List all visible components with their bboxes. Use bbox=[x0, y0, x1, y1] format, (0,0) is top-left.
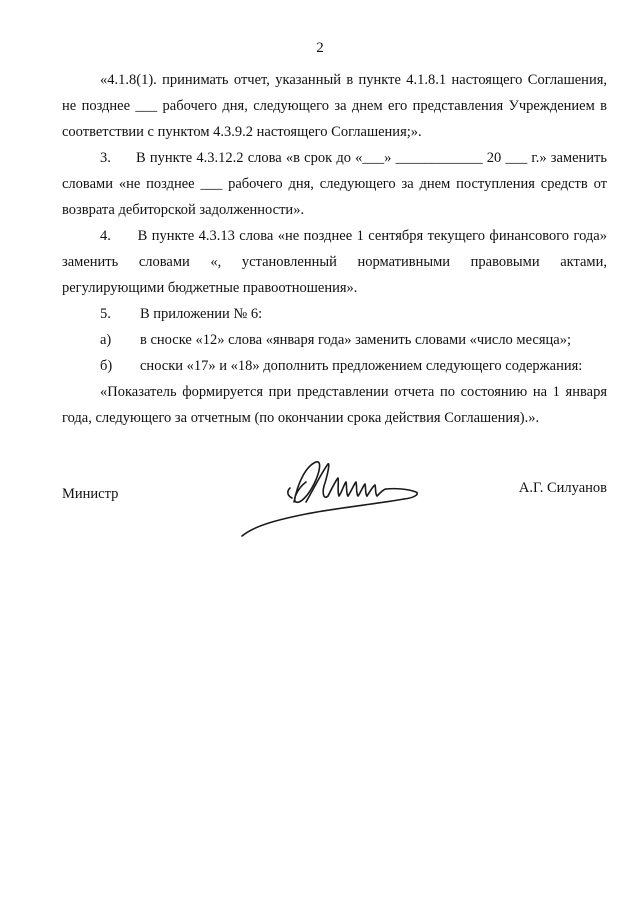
item-text: В приложении № 6: bbox=[140, 306, 263, 322]
subitem-text: сноски «17» и «18» дополнить предложением следующего содержания: bbox=[140, 358, 583, 374]
paragraph-item-5 bbox=[62, 301, 607, 327]
item-number: 5. bbox=[100, 306, 111, 322]
paragraph-item-4: 4. В пункте 4.3.13 слова «не позднее 1 сентября текущего финансового года» заменить словами «, установленный нормативными правовыми актами, регулирующими бюджетные правоотношения». bbox=[62, 228, 607, 296]
document-body bbox=[62, 67, 607, 431]
paragraph-item-3: 3. В пункте 4.3.12.2 слова «в срок до «___» ____________ 20 ___ г.» заменить словами «не позднее ___ рабочего дня, следующего за днем поступления средств от возврата дебиторской задолженности». bbox=[62, 150, 607, 218]
signatory-title: Министр bbox=[62, 486, 119, 502]
paragraph-subitem-b bbox=[62, 353, 607, 379]
subitem-letter: б) bbox=[100, 358, 113, 374]
paragraph-subitem-a bbox=[62, 327, 607, 353]
subitem-text: в сноске «12» слова «января года» заменить словами «число месяца»; bbox=[140, 332, 571, 348]
signatory-name: А.Г. Силуанов bbox=[518, 480, 607, 496]
paragraph-4-1-8-1: «4.1.8(1). принимать отчет, указанный в пункте 4.1.8.1 настоящего Соглашения, не позднее ___ рабочего дня, следующего за днем его представления Учреждением в соответствии с пунктом 4.3.9.2 настоящего Соглашения;». bbox=[62, 72, 607, 140]
subitem-letter: а) bbox=[100, 332, 112, 348]
handwritten-signature bbox=[236, 452, 436, 544]
paragraph-indicator-note: «Показатель формируется при представлении отчета по состоянию на 1 января года, следующего за отчетным (по окончании срока действия Соглашения).». bbox=[62, 384, 607, 426]
page-number: 2 bbox=[316, 40, 324, 56]
